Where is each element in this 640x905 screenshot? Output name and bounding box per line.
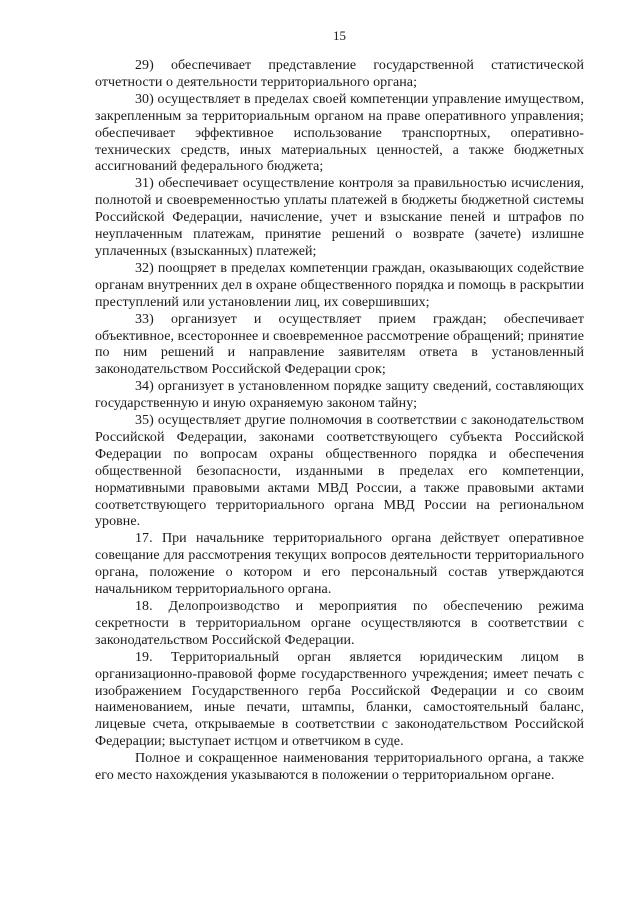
paragraph-item-29: 29) обеспечивает представление государственной статистической отчетности о деятельности территориального органа; xyxy=(95,58,584,90)
paragraph-item-35: 35) осуществляет другие полномочия в соответствии с законодательством Российской Федерации, законами соответствующего субъекта Российской Федерации по вопросам охраны общественного порядка и обеспечения общественной безопасности, изданными в пределах его компетенции, нормативными правовыми актами МВД России, а также правовыми актами соответствующего территориального органа МВД России на региональном уровне. xyxy=(95,413,584,530)
paragraph-section-19: 19. Территориальный орган является юридическим лицом в организационно-правовой форме государственного учреждения; имеет печать с изображением Государственного герба Российской Федерации и со своим наименованием, иные печати, штампы, бланки, самостоятельный баланс, лицевые счета, открываемые в соответствии с законодательством Российской Федерации; выступает истцом и ответчиком в суде. xyxy=(95,649,584,750)
paragraph-item-34: 34) организует в установленном порядке защиту сведений, составляющих государственную и иную охраняемую законом тайну; xyxy=(95,379,584,412)
paragraph-item-33: 33) организует и осуществляет прием граждан; обеспечивает объективное, всестороннее и своевременное рассмотрение обращений; принятие по ним решений и направление заявителям ответа в установленный законодательством Российской Федерации срок; xyxy=(95,311,584,378)
paragraph-item-30: 30) осуществляет в пределах своей компетенции управление имуществом, закрепленным за территориальным органом на праве оперативного управления; обеспечивает эффективное использование транспортных, оперативно-технических средств, иных материальных ценностей, а также бюджетных ассигнований федерального бюджета; xyxy=(95,91,584,175)
paragraph-section-17: 17. При начальнике территориального органа действует оперативное совещание для рассмотрения текущих вопросов деятельности территориального органа, положение о котором и его персональный состав утверждаются начальником территориального органа. xyxy=(95,531,584,598)
paragraph-closing: Полное и сокращенное наименования территориального органа, а также его место нахождения указываются в положении о территориальном органе. xyxy=(95,751,584,784)
page-number: 15 xyxy=(333,28,346,43)
document-body xyxy=(95,58,584,785)
paragraph-section-18: 18. Делопроизводство и мероприятия по обеспечению режима секретности в территориальном органе осуществляются в соответствии с законодательством Российской Федерации. xyxy=(95,599,584,648)
paragraph-item-32: 32) поощряет в пределах компетенции граждан, оказывающих содействие органам внутренних дел в охране общественного порядка и помощь в раскрытии преступлений или установлении лиц, их совершивших; xyxy=(95,260,584,310)
paragraph-item-31: 31) обеспечивает осуществление контроля за правильностью исчисления, полнотой и своевременностью уплаты платежей в бюджеты бюджетной системы Российской Федерации, начисление, учет и взыскание пеней и штрафов по неуплаченным платежам, принятие решений о возврате (зачете) излишне уплаченных (взысканных) платежей; xyxy=(95,176,584,259)
